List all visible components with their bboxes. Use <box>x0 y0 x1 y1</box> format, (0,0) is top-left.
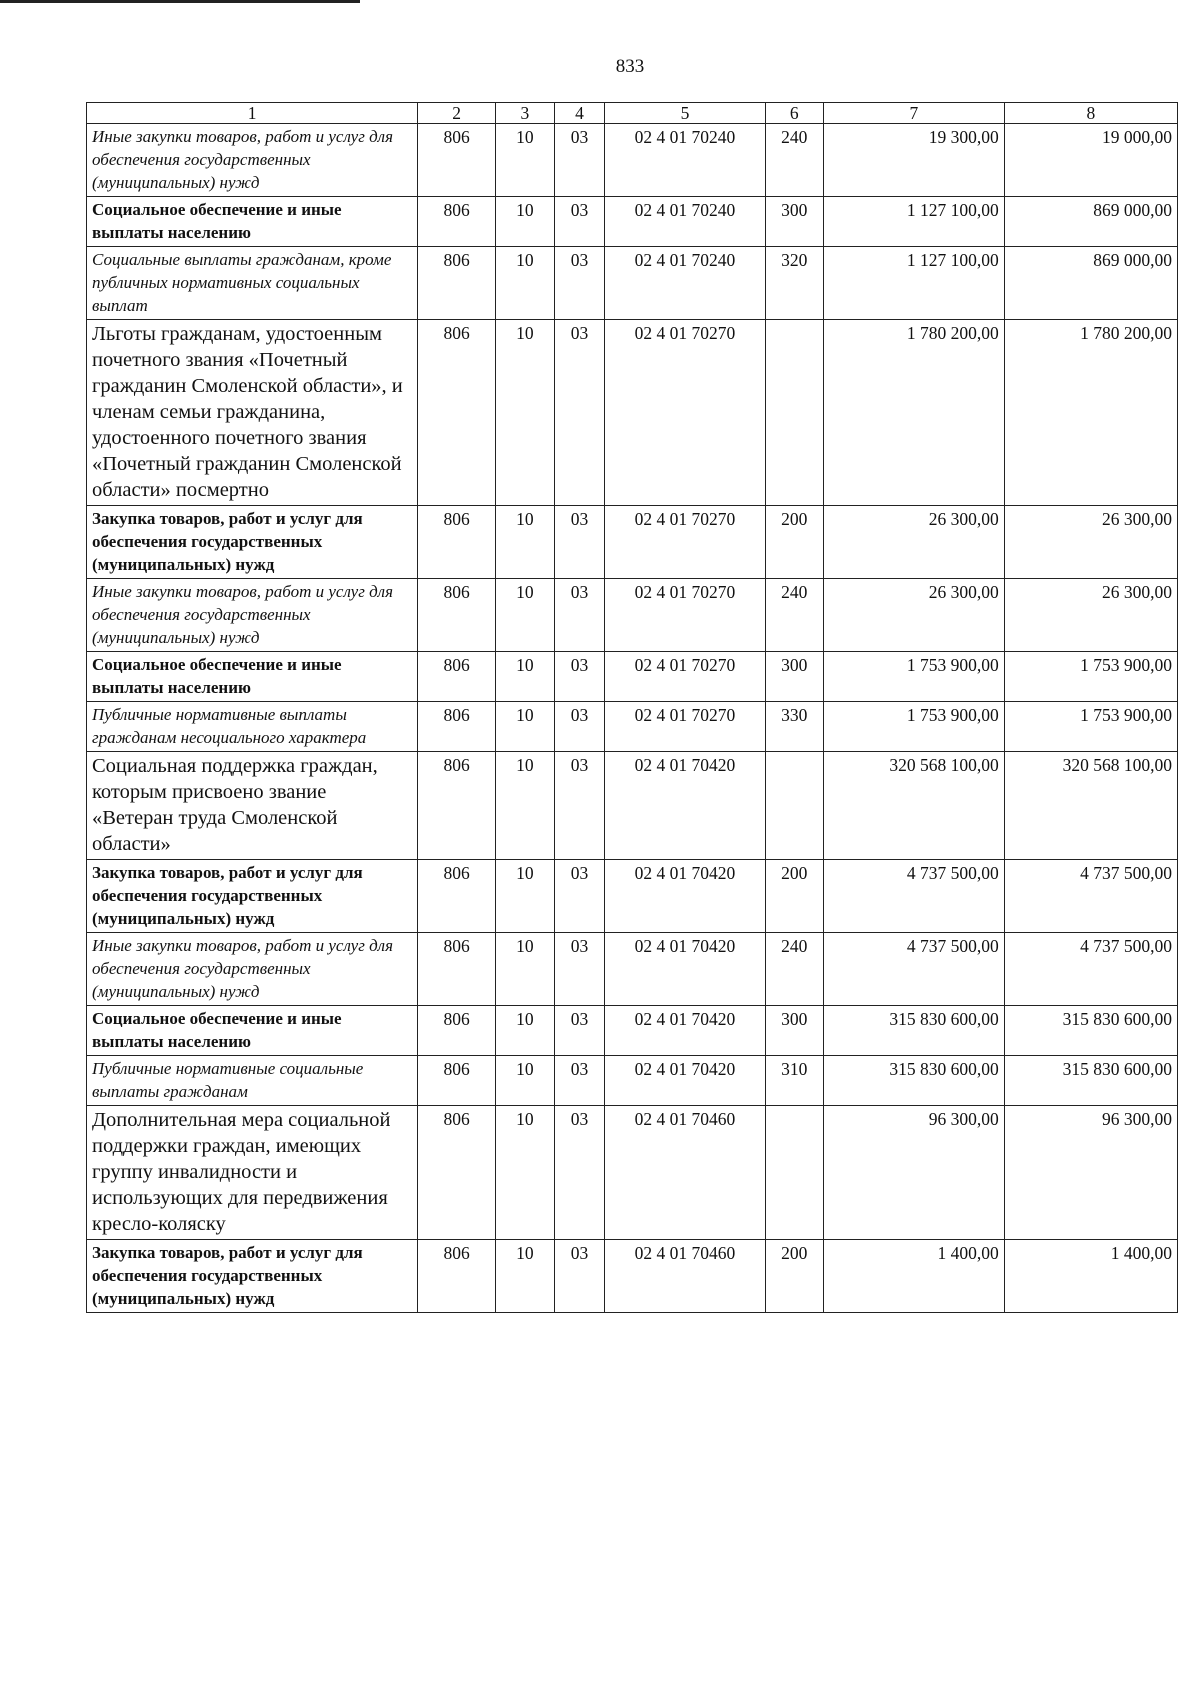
row-target-article-cell: 02 4 01 70270 <box>605 320 765 506</box>
row-name-cell: Закупка товаров, работ и услуг для обеспечения государственных (муниципальных) нужд <box>87 1240 418 1313</box>
row-target-article-cell: 02 4 01 70420 <box>605 933 765 1006</box>
table-row <box>87 1240 1178 1313</box>
row-section-cell: 10 <box>496 197 554 247</box>
header-row <box>87 103 1178 124</box>
row-section-cell: 10 <box>496 247 554 320</box>
row-subsection-cell: 03 <box>554 752 605 860</box>
table-row <box>87 124 1178 197</box>
row-amount-cell: 1 127 100,00 <box>824 197 1005 247</box>
table-row <box>87 860 1178 933</box>
header-cell: 1 <box>87 103 418 124</box>
row-name-cell: Закупка товаров, работ и услуг для обеспечения государственных (муниципальных) нужд <box>87 506 418 579</box>
row-subsection-cell: 03 <box>554 1240 605 1313</box>
row-name-cell: Публичные нормативные выплаты гражданам несоциального характера <box>87 702 418 752</box>
row-target-article-cell: 02 4 01 70270 <box>605 652 765 702</box>
row-subsection-cell: 03 <box>554 1056 605 1106</box>
row-amount-cell: 4 737 500,00 <box>1004 860 1177 933</box>
row-expense-type-cell <box>765 1106 823 1240</box>
row-name-cell: Публичные нормативные социальные выплаты гражданам <box>87 1056 418 1106</box>
row-amount-cell: 869 000,00 <box>1004 197 1177 247</box>
row-target-article-cell: 02 4 01 70420 <box>605 860 765 933</box>
row-subsection-cell: 03 <box>554 579 605 652</box>
header-cell: 7 <box>824 103 1005 124</box>
row-target-article-cell: 02 4 01 70270 <box>605 702 765 752</box>
row-section-cell: 10 <box>496 933 554 1006</box>
row-subsection-cell: 03 <box>554 652 605 702</box>
row-amount-cell: 315 830 600,00 <box>824 1006 1005 1056</box>
table-row <box>87 506 1178 579</box>
row-section-cell: 10 <box>496 652 554 702</box>
row-name-cell: Дополнительная мера социальной поддержки граждан, имеющих группу инвалидности и использующих для передвижения кресло-коляску <box>87 1106 418 1240</box>
row-code-gr-cell: 806 <box>418 752 496 860</box>
row-amount-cell: 320 568 100,00 <box>824 752 1005 860</box>
row-expense-type-cell: 300 <box>765 197 823 247</box>
row-expense-type-cell: 240 <box>765 933 823 1006</box>
table-row <box>87 933 1178 1006</box>
row-name-cell: Иные закупки товаров, работ и услуг для обеспечения государственных (муниципальных) нужд <box>87 933 418 1006</box>
table-row <box>87 1056 1178 1106</box>
row-target-article-cell: 02 4 01 70420 <box>605 752 765 860</box>
row-target-article-cell: 02 4 01 70270 <box>605 579 765 652</box>
row-code-gr-cell: 806 <box>418 247 496 320</box>
row-section-cell: 10 <box>496 752 554 860</box>
row-subsection-cell: 03 <box>554 1106 605 1240</box>
row-amount-cell: 1 780 200,00 <box>1004 320 1177 506</box>
row-name-cell: Социальное обеспечение и иные выплаты населению <box>87 652 418 702</box>
row-target-article-cell: 02 4 01 70240 <box>605 247 765 320</box>
row-code-gr-cell: 806 <box>418 506 496 579</box>
row-subsection-cell: 03 <box>554 247 605 320</box>
row-target-article-cell: 02 4 01 70240 <box>605 197 765 247</box>
row-amount-cell: 26 300,00 <box>1004 579 1177 652</box>
row-expense-type-cell: 320 <box>765 247 823 320</box>
row-section-cell: 10 <box>496 1106 554 1240</box>
row-amount-cell: 26 300,00 <box>824 506 1005 579</box>
row-expense-type-cell: 330 <box>765 702 823 752</box>
row-expense-type-cell: 200 <box>765 1240 823 1313</box>
row-code-gr-cell: 806 <box>418 1006 496 1056</box>
row-amount-cell: 1 753 900,00 <box>824 652 1005 702</box>
row-subsection-cell: 03 <box>554 933 605 1006</box>
row-code-gr-cell: 806 <box>418 579 496 652</box>
row-expense-type-cell: 240 <box>765 579 823 652</box>
row-section-cell: 10 <box>496 702 554 752</box>
header-cell: 3 <box>496 103 554 124</box>
row-name-cell: Социальное обеспечение и иные выплаты населению <box>87 197 418 247</box>
row-expense-type-cell: 200 <box>765 506 823 579</box>
row-code-gr-cell: 806 <box>418 1056 496 1106</box>
row-amount-cell: 19 300,00 <box>824 124 1005 197</box>
header-cell: 2 <box>418 103 496 124</box>
row-amount-cell: 19 000,00 <box>1004 124 1177 197</box>
row-subsection-cell: 03 <box>554 197 605 247</box>
row-code-gr-cell: 806 <box>418 197 496 247</box>
row-expense-type-cell: 200 <box>765 860 823 933</box>
row-amount-cell: 26 300,00 <box>1004 506 1177 579</box>
row-code-gr-cell: 806 <box>418 124 496 197</box>
table-row <box>87 1106 1178 1240</box>
row-subsection-cell: 03 <box>554 702 605 752</box>
row-subsection-cell: 03 <box>554 506 605 579</box>
row-target-article-cell: 02 4 01 70270 <box>605 506 765 579</box>
row-subsection-cell: 03 <box>554 860 605 933</box>
row-target-article-cell: 02 4 01 70460 <box>605 1240 765 1313</box>
row-amount-cell: 4 737 500,00 <box>824 860 1005 933</box>
row-expense-type-cell: 300 <box>765 652 823 702</box>
row-expense-type-cell: 310 <box>765 1056 823 1106</box>
row-subsection-cell: 03 <box>554 1006 605 1056</box>
row-subsection-cell: 03 <box>554 124 605 197</box>
row-amount-cell: 1 400,00 <box>1004 1240 1177 1313</box>
row-amount-cell: 96 300,00 <box>824 1106 1005 1240</box>
row-amount-cell: 4 737 500,00 <box>1004 933 1177 1006</box>
row-code-gr-cell: 806 <box>418 320 496 506</box>
row-amount-cell: 315 830 600,00 <box>824 1056 1005 1106</box>
page-number: 833 <box>615 56 645 77</box>
header-cell: 6 <box>765 103 823 124</box>
row-expense-type-cell <box>765 752 823 860</box>
row-section-cell: 10 <box>496 579 554 652</box>
row-amount-cell: 1 753 900,00 <box>1004 702 1177 752</box>
row-target-article-cell: 02 4 01 70420 <box>605 1006 765 1056</box>
row-code-gr-cell: 806 <box>418 652 496 702</box>
row-section-cell: 10 <box>496 320 554 506</box>
header-cell: 5 <box>605 103 765 124</box>
header-cell: 4 <box>554 103 605 124</box>
row-name-cell: Социальное обеспечение и иные выплаты населению <box>87 1006 418 1056</box>
top-border-line <box>0 0 360 3</box>
row-name-cell: Закупка товаров, работ и услуг для обеспечения государственных (муниципальных) нужд <box>87 860 418 933</box>
row-target-article-cell: 02 4 01 70460 <box>605 1106 765 1240</box>
row-subsection-cell: 03 <box>554 320 605 506</box>
table-row <box>87 702 1178 752</box>
row-amount-cell: 1 127 100,00 <box>824 247 1005 320</box>
row-amount-cell: 320 568 100,00 <box>1004 752 1177 860</box>
row-amount-cell: 1 753 900,00 <box>824 702 1005 752</box>
row-amount-cell: 315 830 600,00 <box>1004 1056 1177 1106</box>
row-code-gr-cell: 806 <box>418 860 496 933</box>
row-code-gr-cell: 806 <box>418 933 496 1006</box>
row-target-article-cell: 02 4 01 70240 <box>605 124 765 197</box>
row-code-gr-cell: 806 <box>418 1106 496 1240</box>
row-target-article-cell: 02 4 01 70420 <box>605 1056 765 1106</box>
table-row <box>87 752 1178 860</box>
row-section-cell: 10 <box>496 1006 554 1056</box>
row-name-cell: Социальная поддержка граждан, которым присвоено звание «Ветеран труда Смоленской области» <box>87 752 418 860</box>
row-name-cell: Иные закупки товаров, работ и услуг для обеспечения государственных (муниципальных) нужд <box>87 124 418 197</box>
row-code-gr-cell: 806 <box>418 1240 496 1313</box>
row-amount-cell: 1 780 200,00 <box>824 320 1005 506</box>
row-section-cell: 10 <box>496 1056 554 1106</box>
row-name-cell: Льготы гражданам, удостоенным почетного звания «Почетный гражданин Смоленской области», и членам семьи гражданина, удостоенного почетного звания «Почетный гражданин Смоленской области» посмертно <box>87 320 418 506</box>
row-expense-type-cell: 300 <box>765 1006 823 1056</box>
table-row <box>87 652 1178 702</box>
budget-table <box>86 102 1178 1313</box>
row-amount-cell: 869 000,00 <box>1004 247 1177 320</box>
row-amount-cell: 26 300,00 <box>824 579 1005 652</box>
row-amount-cell: 315 830 600,00 <box>1004 1006 1177 1056</box>
row-section-cell: 10 <box>496 1240 554 1313</box>
table-row <box>87 320 1178 506</box>
row-amount-cell: 96 300,00 <box>1004 1106 1177 1240</box>
row-section-cell: 10 <box>496 506 554 579</box>
row-expense-type-cell: 240 <box>765 124 823 197</box>
row-name-cell: Социальные выплаты гражданам, кроме публичных нормативных социальных выплат <box>87 247 418 320</box>
table-row <box>87 247 1178 320</box>
row-expense-type-cell <box>765 320 823 506</box>
row-name-cell: Иные закупки товаров, работ и услуг для обеспечения государственных (муниципальных) нужд <box>87 579 418 652</box>
row-section-cell: 10 <box>496 124 554 197</box>
row-amount-cell: 1 753 900,00 <box>1004 652 1177 702</box>
row-amount-cell: 4 737 500,00 <box>824 933 1005 1006</box>
row-code-gr-cell: 806 <box>418 702 496 752</box>
row-amount-cell: 1 400,00 <box>824 1240 1005 1313</box>
table-row <box>87 579 1178 652</box>
table-body <box>87 124 1178 1313</box>
table-row <box>87 197 1178 247</box>
header-cell: 8 <box>1004 103 1177 124</box>
row-section-cell: 10 <box>496 860 554 933</box>
table-row <box>87 1006 1178 1056</box>
